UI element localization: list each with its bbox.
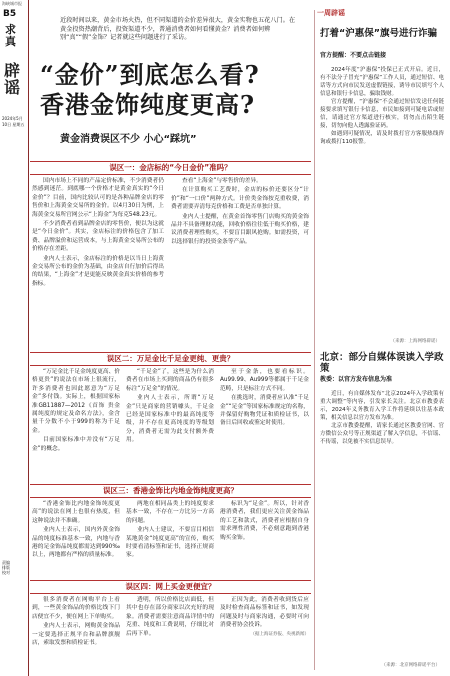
column-name: 求真 xyxy=(5,23,16,48)
section-3-col-3 xyxy=(220,500,309,543)
paragraph: 业内人士表示，网购黄金饰品一定要选择正规平台和品牌旗舰店，索取发票和质检证书。 xyxy=(32,623,120,647)
paragraph: 目前国家标准中并没有“万足金”的概念。 xyxy=(32,437,120,452)
sidebar-header: 一周辟谣 xyxy=(317,9,345,17)
section-2-col-2 xyxy=(126,368,214,446)
sidebar-story-2-title: 北京：部分自媒体误读入学政策 xyxy=(320,352,444,374)
section-heading-4: 误区四：网上买金更便宜？ xyxy=(30,580,311,594)
sidebar-story-2-body xyxy=(320,390,444,446)
editor-credits: 责编 排版 校对 xyxy=(2,560,10,575)
section-4-col-3 xyxy=(220,596,309,640)
column-divider xyxy=(314,10,315,670)
section-2-col-1 xyxy=(32,368,120,454)
paragraph: “万足金比千足金纯度更高、价格更贵”的说法在市场上很流行，许多消费者也因此愿意为“万足金”多付钱。实际上，根据国家标准GB11887—2012《首饰 贵金属纯度的规定及命名方法》，金含量千分数不小于999的称为千足金。 xyxy=(32,369,120,434)
paragraph: 2024年度“沪惠保”投保已正式开启。近日，有不法分子冒充“沪惠保”工作人员，通过短信、电话等方式向市民发送虚假链接，诱导市民填写个人信息和银行卡信息，骗取钱财。 xyxy=(320,67,444,97)
paragraph: 如遇到可疑情况，请及时拨打官方客服热线咨询或拨打110报警。 xyxy=(320,131,444,145)
headline xyxy=(40,60,300,120)
newspaper-name: 海峡城市报 xyxy=(2,1,22,6)
paragraph: 不少消费者看到品牌金店的零售价，便以为这就是“今日金价”。其实，金店标注的价格包含了加工费、品牌溢价和运营成本，与上海黄金交易所公布的价格存在差距。 xyxy=(32,221,164,253)
paragraph: 两地在相同品类上的纯度要求基本一致，不存在一方比另一方高的问题。 xyxy=(126,501,214,524)
paragraph: 官方提醒，“沪惠保”不会通过短信发送任何链接要求填写银行卡信息，市民如接到可疑电话或短信，请通过官方渠道进行核实，切勿点击陌生链接，切勿向他人透露验证码。 xyxy=(320,99,444,129)
section-4-col-1 xyxy=(32,596,120,648)
section-heading-1: 误区一：金店标的“今日金价”准吗？ xyxy=(30,161,311,175)
paragraph: 很多消费者在网购平台上看到，一些黄金饰品的价格比线下门店便宜不少，便在网上下单购买。 xyxy=(32,597,120,620)
paragraph: “香港金饰比内地金饰纯度更高”的说法在网上也很有热度，但这种说法并不准确。 xyxy=(32,501,120,524)
column-art-title: 辟谣 xyxy=(4,61,21,97)
paragraph: 业内人士表示，金店标注的价格是以当日上海黄金交易所公布的金价为基础，由金店自行加价后得出的结果，“上海金”才是更能反映黄金真实价格的参考指标。 xyxy=(32,255,164,287)
paragraph: 在挑选时，消费者应认准“千足金”“足金”等国家标准规定的名称，并保留好购物凭证和质检证书，以备日后回收或鉴定时使用。 xyxy=(220,395,309,427)
sidebar-story-2-subtitle: 教委：以官方发布信息为准 xyxy=(320,376,393,383)
paragraph: 近日，有自媒体发布“北京2024年入学政策有重大调整”等内容，引发家长关注。北京市教委表示，2024年义务教育入学工作将延续以往基本政策，相关信息以官方发布为准。 xyxy=(320,391,444,421)
paragraph: 在计算购买工艺费时，金店的标价还要区分“计价”和“一口价”两种方式。计价类金饰按克重收费，消费者需要弄清每克价格和工费是否单独计算。 xyxy=(171,187,309,211)
section-3-col-2 xyxy=(126,500,214,561)
page-number: B5 xyxy=(3,9,17,19)
sidebar-story-1-source: （来源：上海网络辟谣） xyxy=(390,339,440,344)
article-source: （据上海证券报、央视新闻） xyxy=(250,631,309,637)
paragraph: 业内人士表示，所谓“万足金”只是商家的营销噱头，千足金已经是国家标准中的最高纯度等级，并不存在更高纯度的等级划分，消费者无需为此支付额外费用。 xyxy=(126,395,214,444)
paragraph: 至于金条，也要看标识。Au99.99、Au999等都属于千足金范畴，只是标注方式不同。 xyxy=(220,369,309,392)
headline-line-2: 香港金饰纯度更高? xyxy=(40,90,256,119)
paragraph: 业内人士提醒，在黄金首饰零售门店购买的黄金饰品并不具备理财功能，回收价格往往低于购买价格，建议消费者理性购买，不要盲目跟风抢购。如需投资，可以选择银行的投资金条等产品。 xyxy=(171,213,309,245)
section-heading-3: 误区三：香港金饰比内地金饰纯度更高？ xyxy=(30,484,311,498)
paragraph: 标识为“足金”。所以，针对香港消费者，我们更应关注黄金饰品的工艺和款式，消费者应根据自身需求理性消费，不必刻意跑到香港购买金饰。 xyxy=(220,501,309,541)
headline-line-1: “金价”到底怎么看? xyxy=(40,60,260,89)
section-2-col-3 xyxy=(220,368,309,429)
paragraph: 北京市教委提醒，请家长通过区教委官网、官方微信公众号等正规渠道了解入学信息，不信谣、不传谣，以免被不实信息误导。 xyxy=(320,423,444,445)
subheadline: 黄金消费误区不少 小心“踩坑” xyxy=(60,134,197,145)
sidebar-story-2-source: （来源：北京网络辟谣平台） xyxy=(381,663,440,668)
sidebar-story-1-title: 打着“沪惠保”旗号进行诈骗 xyxy=(320,28,437,39)
paragraph: 透明，所以价格比店面低，但其中也存在部分商家以次充好的现象。消费者需要注意商品详情中的克重、纯度和工费说明，仔细比对后再下单。 xyxy=(126,597,214,637)
paragraph: 国内市场上不同的产品定价标准，不少消费者仍然感到迷茫。到底哪一个价格才是黄金真实的“今日金价”？目前，国内比较认可的是各种品牌金店的零售价和上海黄金交易所的金价。以4月30日为例，上海黄金交易所官网公示“上海金”为每克548.23元。 xyxy=(32,178,164,218)
paragraph: 正因为此，消费者收到货后应及时检查商品标签和证书，如发现问题及时与商家沟通，必要时可向消费者协会投诉。 xyxy=(220,597,309,629)
paragraph: “千足金”了，这些是为什么消费者在市场上买到的商品仍有很多标注“万足金”的情况。 xyxy=(126,369,214,392)
article-intro: 近段时间以来，黄金市场火热，但不同渠道的金价差异很大，黄金实物也五花八门。在黄金投资热潮背后，投资渠道不少，普通消费者如何看懂黄金？消费者如何辨别“真”“假”金饰？记者就这些问题进行了采访。 xyxy=(60,17,296,41)
section-1-col-1 xyxy=(32,177,164,289)
paragraph: 业内人士表示，国内外黄金饰品的纯度标准基本一致，内地与香港的足金饰品纯度都需达到990‰以上，两地都有严格的质量标准。 xyxy=(32,527,120,559)
section-1-col-2 xyxy=(171,177,309,247)
sidebar-story-1-subtitle: 官方提醒：不要点击链接 xyxy=(320,52,387,59)
section-3-col-1 xyxy=(32,500,120,561)
paragraph: 业内人士建议，不要盲目相信某地黄金“纯度更高”的宣传，购买时要看清标签和证书，选择正规商家。 xyxy=(126,527,214,559)
section-heading-2: 误区二：万足金比千足金更纯、更贵？ xyxy=(30,352,311,366)
sidebar-story-1-body xyxy=(320,66,444,146)
issue-date: 2024年5月10日 星期五 xyxy=(2,116,25,127)
section-4-col-2 xyxy=(126,596,214,639)
paragraph: 查看“上海金”与零售价的差异。 xyxy=(182,178,262,184)
